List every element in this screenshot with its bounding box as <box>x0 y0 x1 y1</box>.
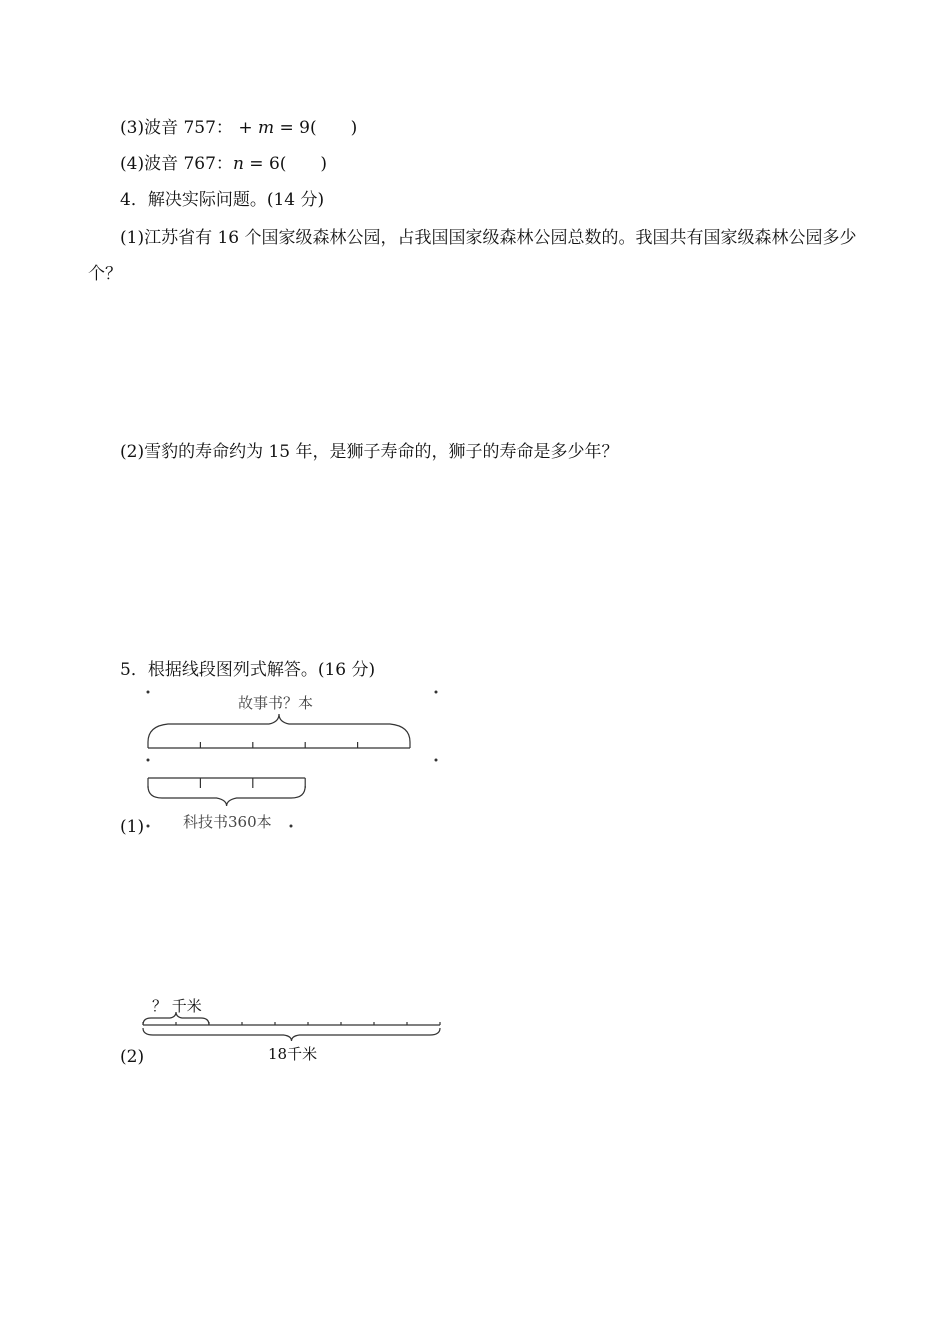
diagram1-bottom-label: 科技书360本 <box>183 813 272 831</box>
q4-problem-1-text: (1)江苏省有 16 个国家级森林公园，占我国国家级森林公园总数的。我国共有国家级森林公园多少个？ <box>88 228 857 284</box>
diagram1-top-brace <box>148 714 410 742</box>
diagram1-top-label: 故事书？本 <box>238 694 314 712</box>
q5-heading: 5．根据线段图列式解答。(16 分) <box>120 660 376 680</box>
q4-heading: 4．解决实际问题。(14 分) <box>120 190 325 210</box>
q3-item-3-suffix: = 9( ) <box>274 118 358 138</box>
q3-item-4-suffix: = 6( ) <box>243 154 328 174</box>
q4-problem-2: (2)雪豹的寿命约为 15 年，是狮子寿命的，狮子的寿命是多少年？ <box>120 442 619 462</box>
diagram1-dot <box>147 691 149 693</box>
q3-item-4-prefix: (4)波音 767： <box>120 154 233 174</box>
diagram2-bottom-label: 18千米 <box>268 1045 318 1063</box>
q3-item-3-var: m <box>257 118 275 138</box>
diagram1-bottom-brace <box>148 786 305 806</box>
diagram2-bottom-brace <box>143 1028 440 1041</box>
diagram2-top-label: ？ 千米 <box>152 997 202 1015</box>
q3-item-4-var: n <box>232 154 244 174</box>
q3-item-3-prefix: (3)波音 757： + <box>120 118 258 138</box>
diagram1-dot <box>435 759 437 761</box>
diagram2-number: (2) <box>120 1047 145 1067</box>
diagram2 <box>143 1012 440 1041</box>
diagram1-dot <box>290 825 292 827</box>
diagram1-dot <box>147 759 149 761</box>
diagram1-number: (1) <box>120 817 145 837</box>
diagram1-dot <box>147 825 149 827</box>
diagram1-dot <box>435 691 437 693</box>
diagram1 <box>147 691 437 827</box>
